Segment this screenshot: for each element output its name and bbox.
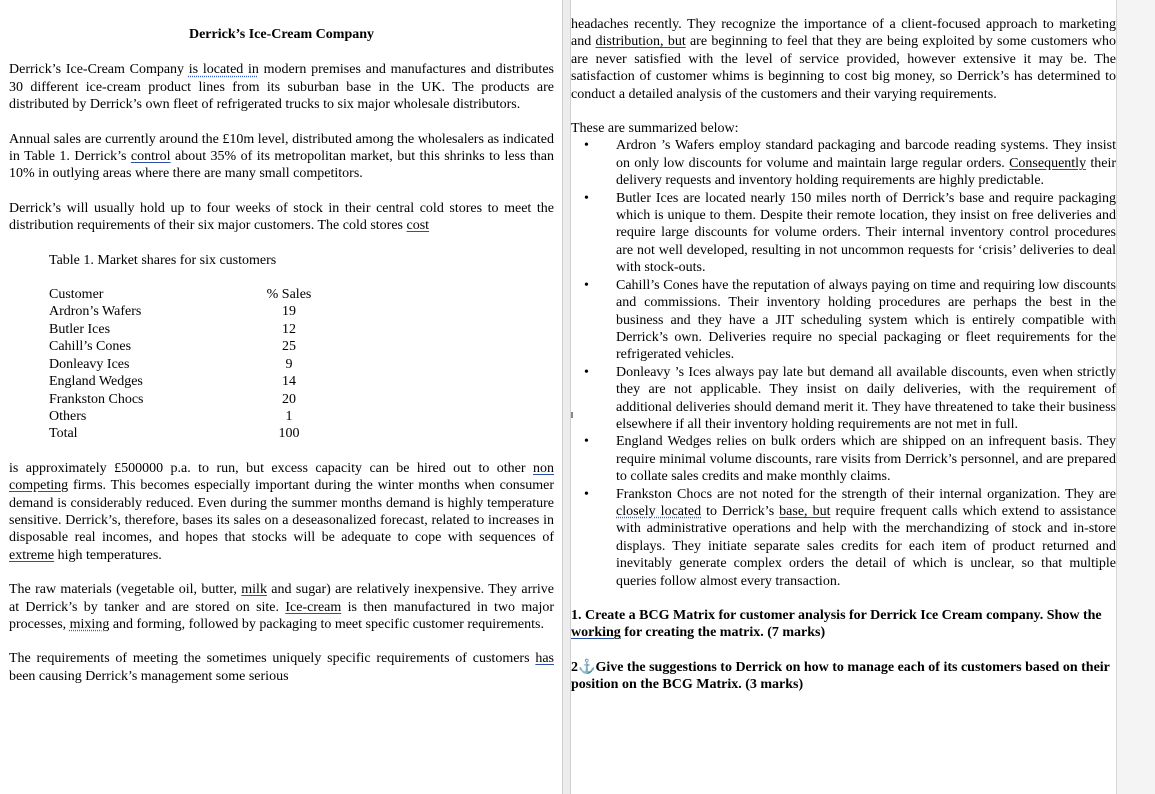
list-item: • Frankston Chocs are not noted for the strength of their internal organization. They are closely located to Derrick’s base, but require frequent calls which extend to assistance with administrative operations and help with the merchandizing of stock and in-store displays. They initiate separate sales credits for each item of product returned and inevitably generate complex orders the detail of which is unclear, so that multiple queries follow almost every transaction. <box>584 486 1116 589</box>
table-row <box>49 373 329 390</box>
table-caption: Table 1. Market shares for six customers <box>49 252 277 268</box>
sales-value: 12 <box>282 321 296 337</box>
bullet-icon: • <box>584 434 589 450</box>
paragraph-intro: Derrick’s Ice-Cream Company is located in modern premises and manufactures and distributes 30 different ice-cream product lines from its suburban base in the UK. The products are distributed by Derrick’s own fleet of refrigerated trucks to six major wholesale distributors. <box>9 62 554 113</box>
page-edge-left <box>562 0 563 794</box>
grammar-flag[interactable]: working <box>571 625 621 641</box>
table-row <box>49 321 329 338</box>
grammar-flag[interactable]: milk <box>241 582 267 598</box>
list-item: • Donleavy ’s Ices always pay late but demand all available discounts, even when strictly they are not applicable. They insist on daily deliveries, with the requirement of additional deliveries should demand merit it. They have threatened to take their business elsewhere if all their inventory holding requirements are not met in full. <box>584 364 1116 432</box>
list-item: • Ardron ’s Wafers employ standard packaging and barcode reading systems. They insist on only low discounts for volume and maintain large regular orders. Consequently their delivery requests and inventory holding requirements are highly predictable. <box>584 138 1116 189</box>
grammar-flag[interactable]: Ice-cream <box>285 599 342 615</box>
paragraph-costs: is approximately £500000 p.a. to run, but excess capacity can be hired out to other non competing firms. This becomes especially important during the winter months when consumer demand is considerably reduced. Even during the summer months demand is highly temperature sensitive. Derrick’s, therefore, bases its sales on a deseasonalized forecast, related to increases in disposable real incomes, and hopes that stocks will be adequate to cope with sequences of extreme high temperatures. <box>9 460 554 563</box>
customer-name: Others <box>49 408 87 424</box>
sales-value: 14 <box>282 374 296 390</box>
grammar-flag[interactable]: control <box>130 149 171 165</box>
customer-name: Frankston Chocs <box>49 391 144 407</box>
anchor-icon[interactable]: ⚓ <box>578 659 596 675</box>
table-row <box>49 391 329 408</box>
sales-value: 25 <box>282 339 296 355</box>
sales-value: 20 <box>282 391 296 407</box>
page-gap <box>562 0 570 794</box>
customer-name: Cahill’s Cones <box>49 339 132 355</box>
customer-list <box>571 137 1116 590</box>
table-row-total <box>49 425 329 442</box>
paragraph-materials: The raw materials (vegetable oil, butter, milk and sugar) are relatively inexpensive. They arrive at Derrick’s by tanker and are stored on site. Ice-cream is then manufactured in two major processes, mixing and forming, followed by packaging to meet specific customer requirements. <box>9 582 555 632</box>
paragraph-sales: Annual sales are currently around the £10m level, distributed among the wholesalers as indicated in Table 1. Derrick’s control about 35% of its metropolitan market, but this shrinks to less than 10% in outlying areas where there are many small competitors. <box>9 131 555 182</box>
table-header-customer: Customer <box>49 287 104 303</box>
grammar-flag[interactable]: extreme <box>9 547 55 563</box>
bullet-icon: • <box>584 486 589 502</box>
sales-value: 1 <box>285 408 293 424</box>
table-row <box>49 408 329 425</box>
customer-name: England Wedges <box>49 374 143 390</box>
list-item: • Butler Ices are located nearly 150 miles north of Derrick’s base and require packaging which is unique to them. Despite their remote location, they insist on free deliveries and require large discounts for volume orders. Their internal inventory control procedures are not well developed, resulting in not uncommon requests for ‘crisis’ deliveries to deal with stock-outs. <box>584 190 1116 276</box>
grammar-flag[interactable]: has <box>535 651 554 667</box>
bullet-icon: • <box>584 190 589 206</box>
grammar-flag[interactable]: Consequently <box>1009 155 1087 171</box>
document-title: Derrick’s Ice-Cream Company <box>188 27 375 42</box>
table-header-row <box>49 286 329 303</box>
grammar-flag[interactable]: is located in <box>188 62 259 78</box>
bullet-icon: • <box>584 138 589 154</box>
customer-name: Donleavy Ices <box>49 356 130 372</box>
table-row <box>49 303 329 320</box>
market-share-table <box>49 286 329 443</box>
summary-intro: These are summarized below: <box>571 121 739 137</box>
table-header-sales: % Sales <box>266 287 312 303</box>
question-2: 2⚓Give the suggestions to Derrick on how to manage each of its customers based on their position on the BCG Matrix. (3 marks) <box>571 659 1110 693</box>
table-row <box>49 356 329 373</box>
grammar-flag[interactable]: base, but <box>779 503 831 519</box>
customer-name: Butler Ices <box>49 321 111 337</box>
bullet-icon: • <box>584 277 589 293</box>
grammar-flag[interactable]: non competing <box>9 460 554 494</box>
document-margin-area <box>1117 0 1155 794</box>
total-label: Total <box>49 426 78 442</box>
sales-value: 19 <box>282 304 296 320</box>
grammar-flag[interactable]: distribution, but <box>595 34 686 50</box>
question-1: 1. Create a BCG Matrix for customer analysis for Derrick Ice Cream company. Show the working for creating the matrix. (7 marks) <box>571 608 1102 641</box>
list-item: • Cahill’s Cones have the reputation of always paying on time and requiring low discounts and commissions. Their inventory holding procedures are perhaps the best in the business and they have a JIT scheduling system which is entirely compatible with Derrick’s own. Deliveries require no special packaging or fleet requirements for the refrigerated vehicles. <box>584 277 1116 363</box>
left-page <box>9 0 554 685</box>
sales-value: 9 <box>285 356 293 372</box>
bullet-icon: • <box>584 364 589 380</box>
total-value: 100 <box>278 426 300 442</box>
paragraph-requirements: The requirements of meeting the sometimes uniquely specific requirements of customers has been causing Derrick’s management some serious <box>9 651 554 684</box>
grammar-flag[interactable]: cost <box>406 218 430 234</box>
list-item: • England Wedges relies on bulk orders which are shipped on an infrequent basis. They require minimal volume discounts, rare visits from Derrick’s personnel, and are prepared to collate sales credits and make monthly claims. <box>584 434 1116 485</box>
grammar-flag[interactable]: closely located <box>616 503 702 519</box>
paragraph-headaches: headaches recently. They recognize the importance of a client-focused approach to marketing and distribution, but are beginning to feel that they are being exploited by some customers who are never satisfied with the level of service provided, however extensive it may be. The satisfaction of customer whims is beginning to cost big money, so Derrick’s has determined to conduct a detailed analysis of the customers and their varying requirements. <box>571 17 1116 102</box>
grammar-flag[interactable]: mixing <box>69 616 110 632</box>
right-page <box>571 0 1116 694</box>
paragraph-stock: Derrick’s will usually hold up to four weeks of stock in their central cold stores to meet the distribution requirements of their six major customers. The cold stores cost <box>9 200 554 234</box>
table-row <box>49 338 329 355</box>
customer-name: Ardron’s Wafers <box>49 304 142 320</box>
